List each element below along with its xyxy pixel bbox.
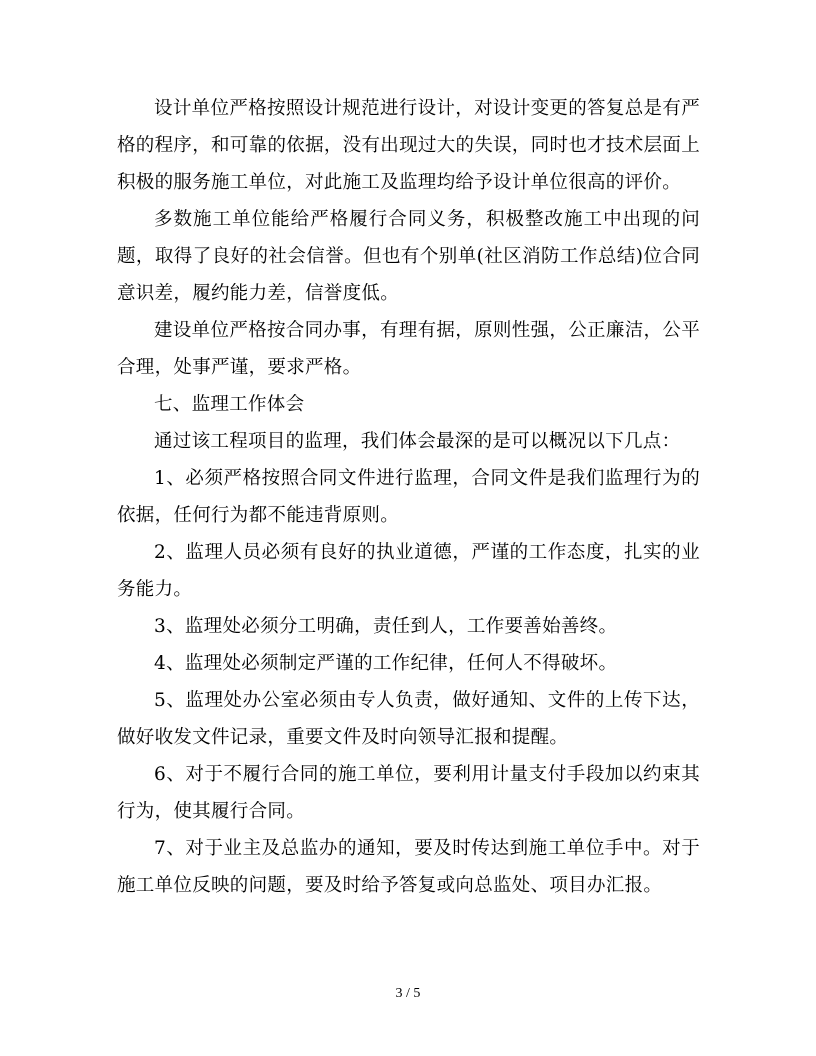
list-item-7: 7、对于业主及总监办的通知，要及时传达到施工单位手中。对于施工单位反映的问题，要及时给予答复或向总监处、项目办汇报。 (117, 838, 700, 896)
paragraph-design-unit: 设计单位严格按照设计规范进行设计，对设计变更的答复总是有严格的程序，和可靠的依据，没有出现过大的失误，同时也才技术层面上积极的服务施工单位，对此施工及监理均给予设计单位很高的评价。 (117, 98, 700, 193)
section-heading-supervision-experience: 七、监理工作体会 (154, 394, 305, 415)
paragraph-intro-points: 通过该工程项目的监理，我们体会最深的是可以概况以下几点： (154, 431, 681, 452)
document-body (117, 90, 700, 904)
list-item-6: 6、对于不履行合同的施工单位，要利用计量支付手段加以约束其行为，使其履行合同。 (117, 764, 700, 822)
list-item-2: 2、监理人员必须有良好的执业道德，严谨的工作态度，扎实的业务能力。 (117, 542, 700, 600)
list-item-5: 5、监理处办公室必须由专人负责，做好通知、文件的上传下达，做好收发文件记录，重要文件及时向领导汇报和提醒。 (117, 690, 700, 748)
paragraph-construction-owner: 建设单位严格按合同办事，有理有据，原则性强，公正廉洁，公平合理，处事严谨，要求严格。 (117, 320, 700, 378)
page-number: 3 / 5 (395, 986, 421, 1001)
list-item-3: 3、监理处必须分工明确，责任到人，工作要善始善终。 (154, 616, 618, 637)
paragraph-construction-units: 多数施工单位能给严格履行合同义务，积极整改施工中出现的问题，取得了良好的社会信誉。但也有个别单(社区消防工作总结)位合同意识差，履约能力差，信誉度低。 (117, 209, 700, 304)
list-item-4: 4、监理处必须制定严谨的工作纪律，任何人不得破坏。 (154, 653, 618, 674)
list-item-1: 1、必须严格按照合同文件进行监理，合同文件是我们监理行为的依据，任何行为都不能违背原则。 (117, 468, 700, 526)
